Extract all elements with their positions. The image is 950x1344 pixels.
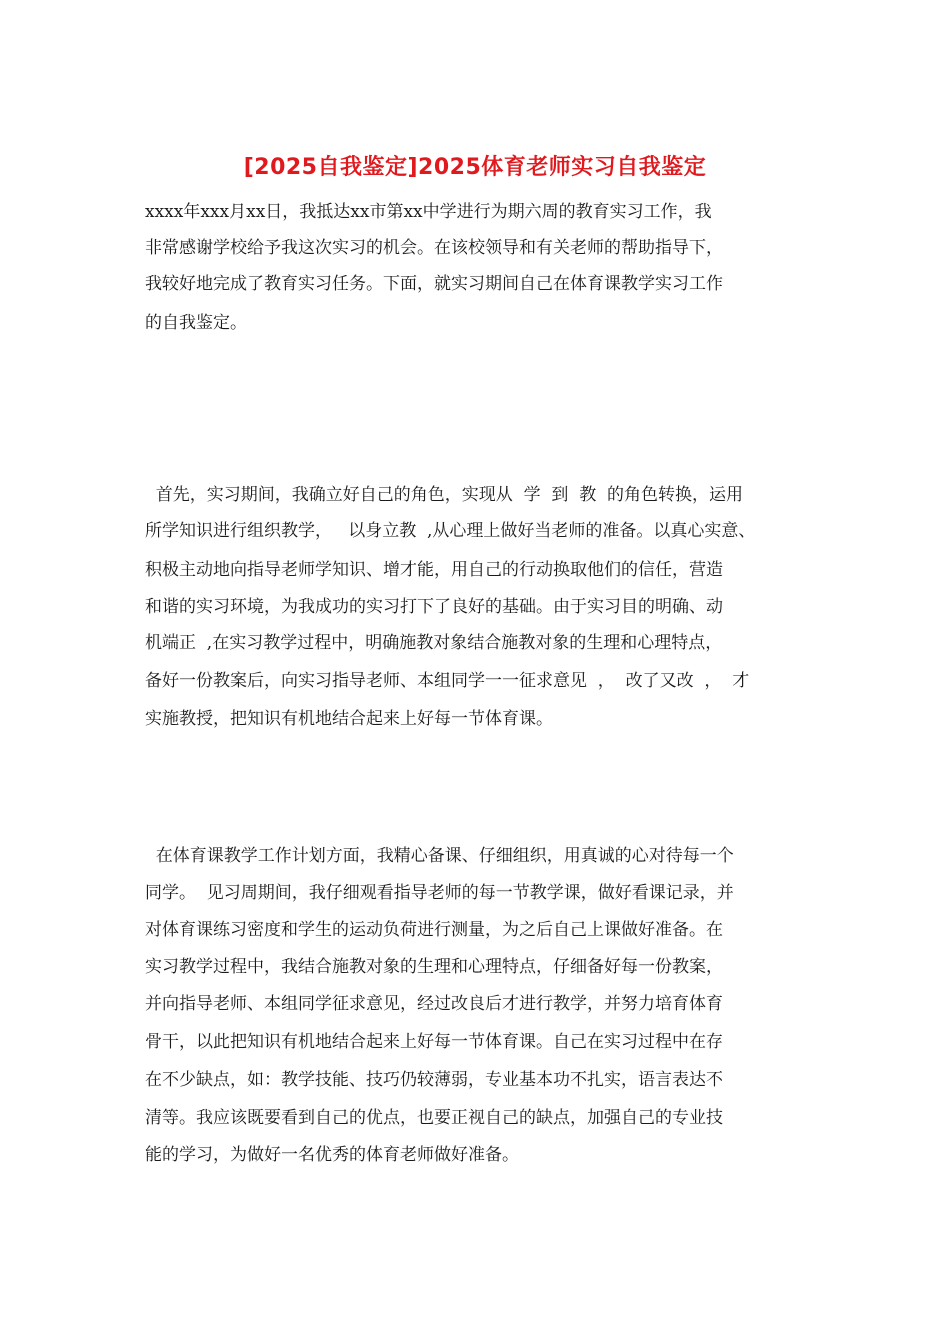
- paragraph-2-line-5: 机端正 ,在实习教学过程中，明确施教对象结合施教对象的生理和心理特点，: [145, 633, 723, 653]
- document-title: [2025自我鉴定]2025体育老师实习自我鉴定: [243, 155, 707, 180]
- paragraph-1-line-4: 的自我鉴定。: [145, 313, 247, 333]
- paragraph-3-line-8: 清等。我应该既要看到自己的优点，也要正视自己的缺点，加强自己的专业技: [145, 1108, 723, 1128]
- paragraph-3-line-5: 并向指导老师、本组同学征求意见，经过改良后才进行教学，并努力培育体育: [145, 994, 723, 1014]
- paragraph-3-line-1: 在体育课教学工作计划方面，我精心备课、仔细组织，用真诚的心对待每一个: [145, 846, 734, 866]
- paragraph-2-line-4: 和谐的实习环境，为我成功的实习打下了良好的基础。由于实习目的明确、动: [145, 597, 723, 617]
- paragraph-2-line-1: 首先，实习期间，我确立好自己的角色，实现从 学 到 教 的角色转换，运用: [145, 485, 744, 505]
- paragraph-1-line-3: 我较好地完成了教育实习任务。下面，就实习期间自己在体育课教学实习工作: [145, 274, 723, 294]
- paragraph-3-line-7: 在不少缺点，如：教学技能、技巧仍较薄弱，专业基本功不扎实，语言表达不: [145, 1070, 723, 1090]
- paragraph-3-line-6: 骨干，以此把知识有机地结合起来上好每一节体育课。自己在实习过程中在存: [145, 1032, 723, 1052]
- paragraph-1-line-2: 非常感谢学校给予我这次实习的机会。在该校领导和有关老师的帮助指导下，: [145, 238, 723, 258]
- paragraph-2-line-6: 备好一份教案后，向实习指导老师、本组同学一一征求意见 ， 改了又改 ， 才: [145, 671, 750, 691]
- paragraph-2-line-3: 积极主动地向指导老师学知识、增才能，用自己的行动换取他们的信任，营造: [145, 560, 723, 580]
- paragraph-2-line-7: 实施教授，把知识有机地结合起来上好每一节体育课。: [145, 709, 553, 729]
- paragraph-3-line-4: 实习教学过程中，我结合施教对象的生理和心理特点，仔细备好每一份教案，: [145, 957, 723, 977]
- paragraph-3-line-2: 同学。 见习周期间，我仔细观看指导老师的每一节教学课，做好看课记录，并: [145, 883, 734, 903]
- paragraph-1-line-1: xxxx年xxx月xx日，我抵达xx市第xx中学进行为期六周的教育实习工作，我: [145, 202, 712, 222]
- paragraph-3-line-9: 能的学习，为做好一名优秀的体育老师做好准备。: [145, 1145, 519, 1165]
- paragraph-3-line-3: 对体育课练习密度和学生的运动负荷进行测量，为之后自己上课做好准备。在: [145, 920, 723, 940]
- paragraph-2-line-2: 所学知识进行组织教学， 以身立教 ,从心理上做好当老师的准备。以真心实意、: [145, 521, 756, 541]
